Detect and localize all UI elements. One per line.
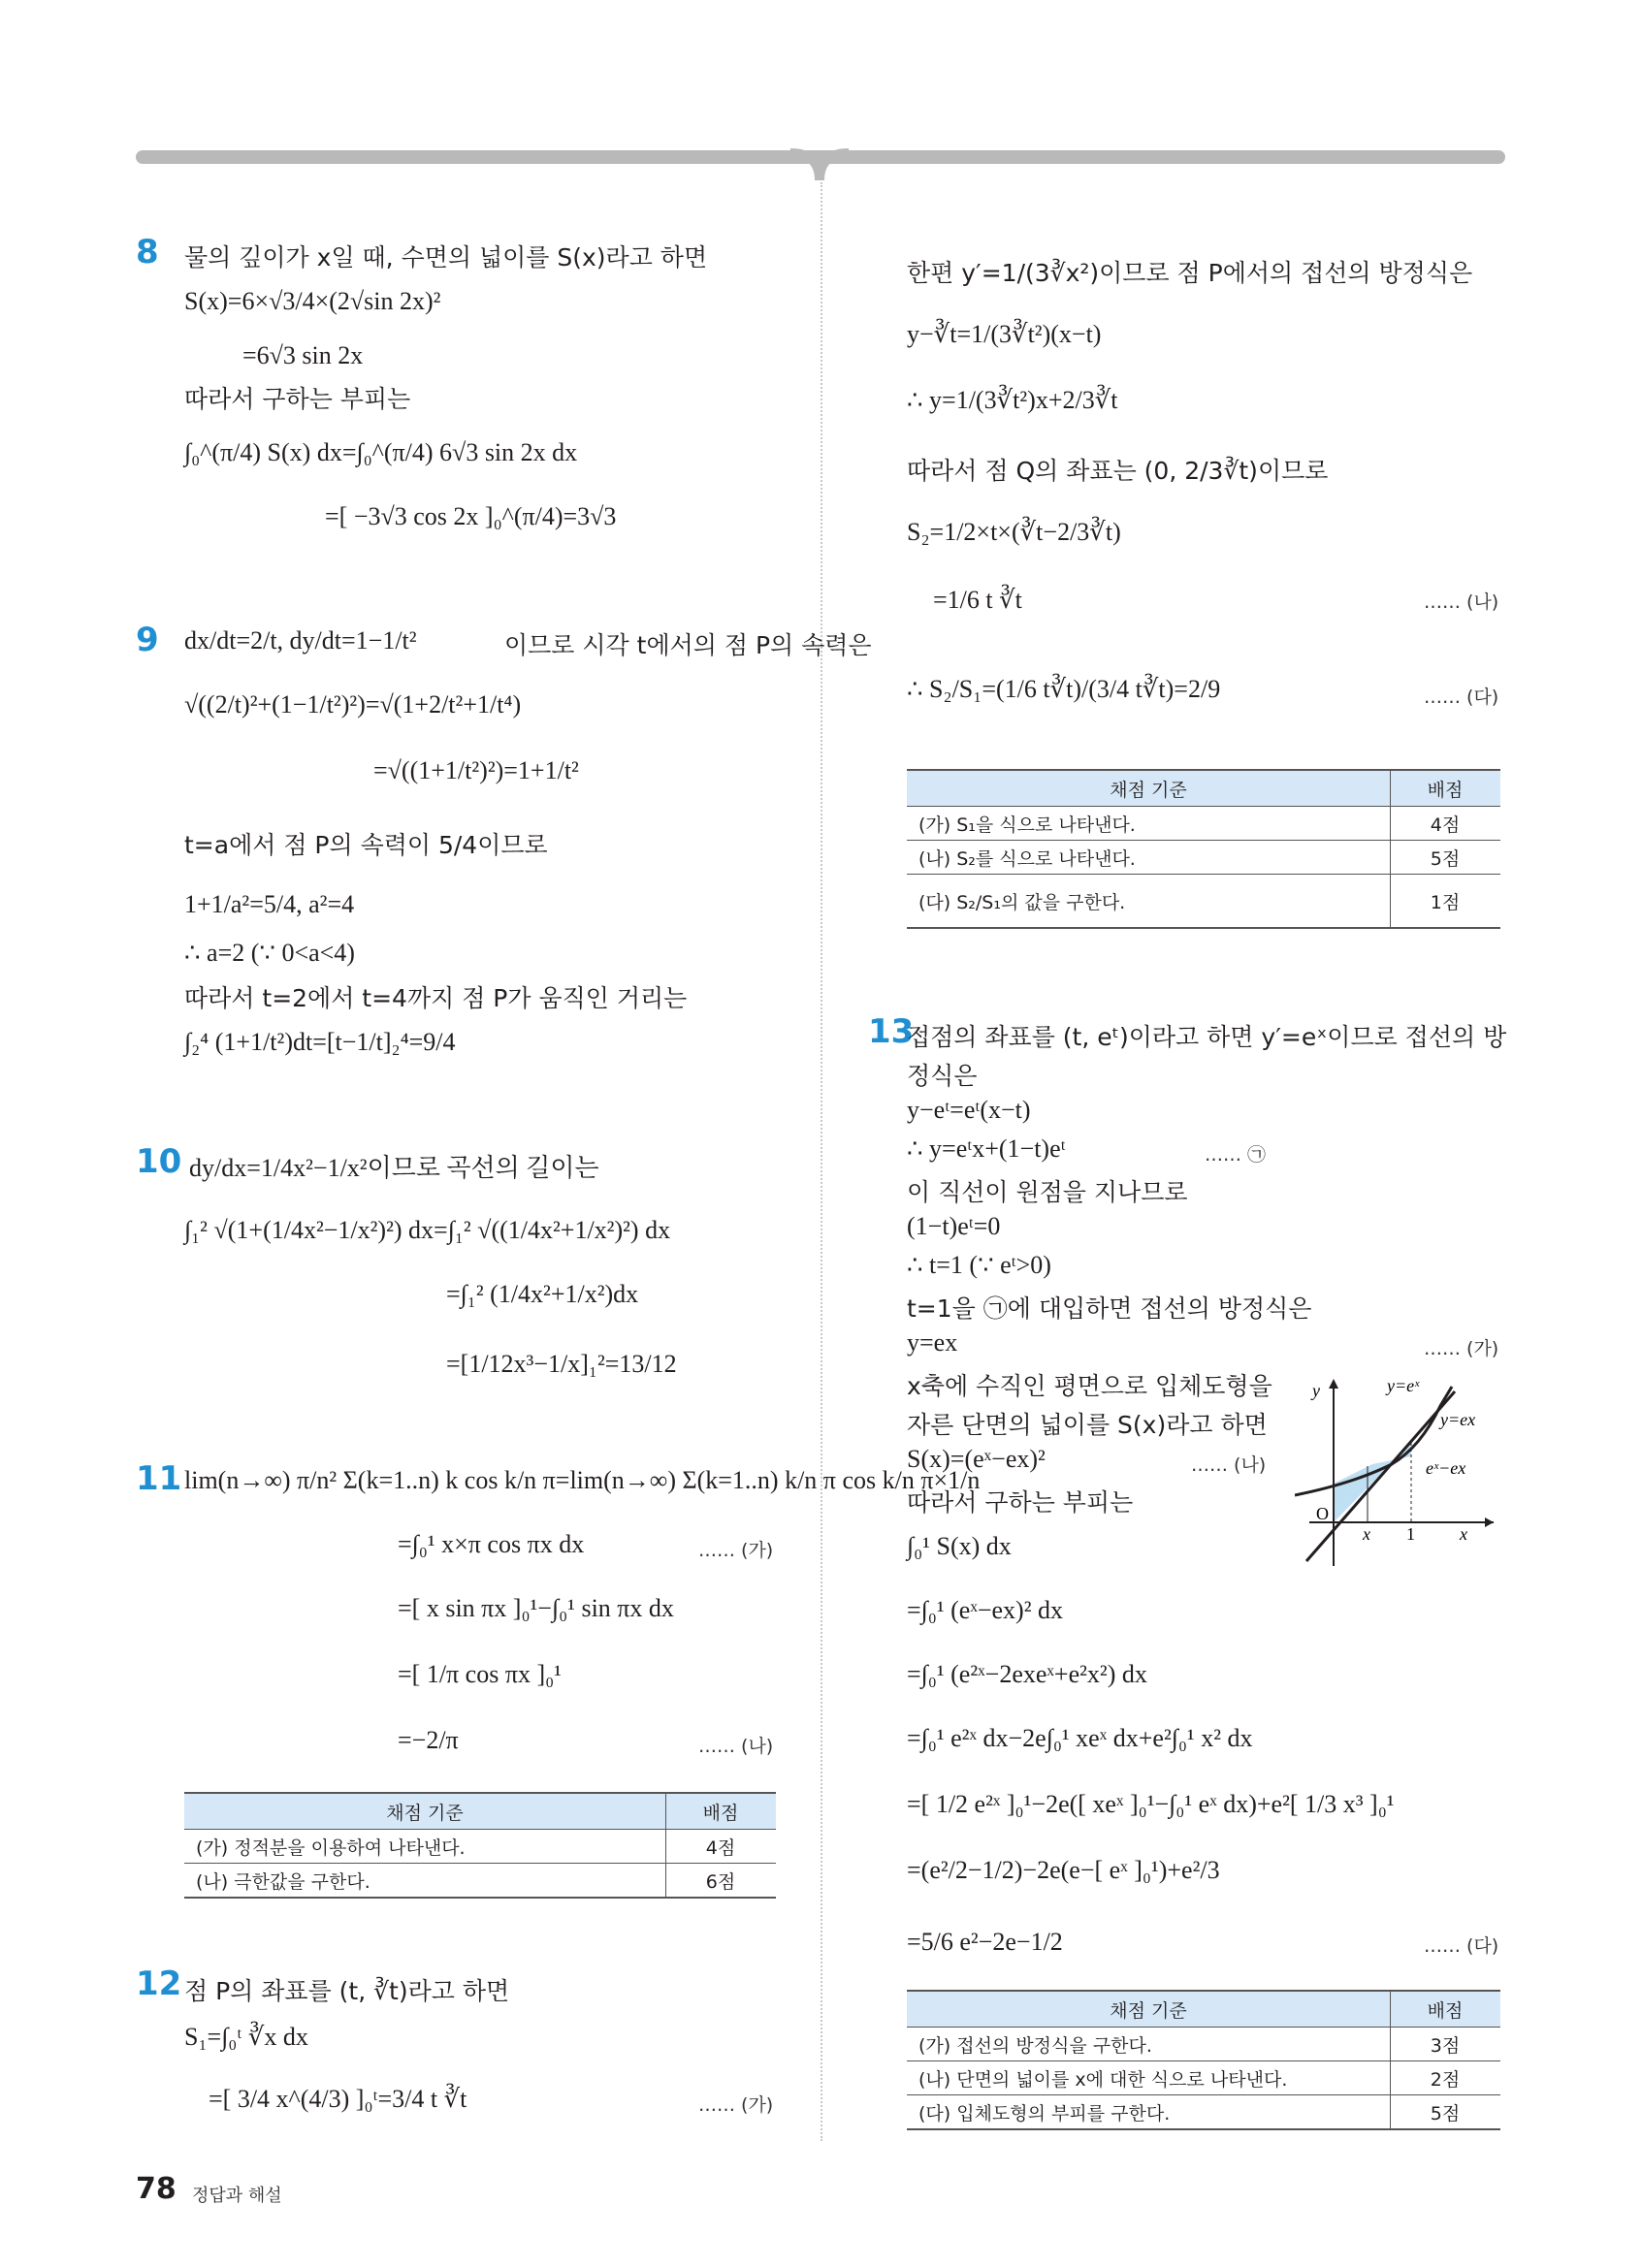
p13-line3: 이 직선이 원점을 지나므로 xyxy=(907,1178,1188,1206)
p11-line3: =[ 1/π cos πx ]₀¹ xyxy=(398,1660,562,1688)
points-header: 배점 xyxy=(666,1793,777,1830)
p9-line4: 1+1/a²=5/4, a²=4 xyxy=(184,890,355,918)
criteria-header: 채점 기준 xyxy=(907,1991,1391,2028)
problem-number-9: 9 xyxy=(136,621,159,659)
p12-right-line6: =1/6 t ∛t xyxy=(933,586,1022,614)
p11-line0: lim(n→∞) π/n² Σ(k=1..n) k cos k/n π=lim(n→∞) Σ(k=1..n) k/n π cos k/n π×1/n xyxy=(184,1466,981,1494)
p9-intro: 이므로 시각 t에서의 점 P의 속력은 xyxy=(504,631,872,659)
p13-tag-circle: …… ㉠ xyxy=(1205,1144,1267,1166)
criteria-header: 채점 기준 xyxy=(184,1793,666,1830)
p13-line0: 접점의 좌표를 (t, eᵗ)이라고 하면 y′=eˣ이므로 접선의 방 xyxy=(907,1023,1507,1051)
p13-line2: ∴ y=eᵗx+(1−t)eᵗ xyxy=(907,1134,1066,1163)
p11-tag-ga: …… (가) xyxy=(698,1540,774,1561)
points-cell: 5점 xyxy=(1391,841,1501,875)
p8-intro: 물의 깊이가 x일 때, 수면의 넓이를 S(x)라고 하면 xyxy=(184,243,708,272)
points-cell: 3점 xyxy=(1391,2028,1501,2061)
p12-line1: S₁=∫₀ᵗ ∛x dx xyxy=(184,2023,308,2051)
p12-line0: 점 P의 좌표를 (t, ∛t)라고 하면 xyxy=(184,1977,510,2005)
p12-right-line2: y−∛t=1/(3∛t²)(x−t) xyxy=(907,320,1102,348)
points-cell: 5점 xyxy=(1391,2095,1501,2130)
criteria-cell: (나) 단면의 넓이를 x에 대한 식으로 나타낸다. xyxy=(907,2061,1391,2095)
p13-line9: 자른 단면의 넓이를 S(x)라고 하면 xyxy=(907,1411,1268,1439)
table-row xyxy=(907,2028,1500,2061)
table-header-row xyxy=(907,770,1500,807)
footer-label: 정답과 해설 xyxy=(192,2186,282,2206)
p13-line4: (1−t)eᵗ=0 xyxy=(907,1212,1001,1240)
problem-number-10: 10 xyxy=(136,1142,182,1181)
criteria-header: 채점 기준 xyxy=(907,770,1391,807)
p12-right-line7: ∴ S₂/S₁=(1/6 t∛t)/(3/4 t∛t)=2/9 xyxy=(907,675,1221,703)
p13-line12: ∫₀¹ S(x) dx xyxy=(907,1532,1012,1560)
points-cell: 6점 xyxy=(666,1864,777,1899)
p13-line1: y−eᵗ=eᵗ(x−t) xyxy=(907,1096,1031,1124)
p13-graph xyxy=(1295,1367,1503,1576)
p12-right-line4: 따라서 점 Q의 좌표는 (0, 2/3∛t)이므로 xyxy=(907,457,1329,485)
graph-curve-label: y=eˣ xyxy=(1387,1376,1420,1395)
p13-line16: =[ 1/2 e²ˣ ]₀¹−2e([ xeˣ ]₀¹−∫₀¹ eˣ dx)+e²[ 1/3 x³ ]₀¹ xyxy=(907,1790,1395,1818)
graph-x-arrow xyxy=(1485,1517,1494,1527)
table-row xyxy=(907,2095,1500,2130)
p9-line5: ∴ a=2 (∵ 0<a<4) xyxy=(184,939,355,967)
table-row xyxy=(907,841,1500,875)
p11-line1: =∫₀¹ x×π cos πx dx xyxy=(398,1530,585,1558)
p8-line1: S(x)=6×√3/4×(2√sin 2x)² xyxy=(184,287,441,315)
p12-right-line1: 한편 y′=1/(3∛x²)이므로 점 P에서의 접선의 방정식은 xyxy=(907,259,1473,287)
criteria-cell: (가) S₁을 식으로 나타낸다. xyxy=(907,807,1391,841)
problem-number-11: 11 xyxy=(136,1459,182,1498)
p9-line6: 따라서 t=2에서 t=4까지 점 P가 움직인 거리는 xyxy=(184,984,688,1012)
p13-line8: x축에 수직인 평면으로 입체도형을 xyxy=(907,1372,1272,1400)
table-header-row xyxy=(907,1991,1500,2028)
p11-grading-table xyxy=(184,1792,776,1899)
points-cell: 1점 xyxy=(1391,875,1501,929)
p13-grading-table xyxy=(907,1990,1500,2130)
p11-line2: =[ x sin πx ]₀¹−∫₀¹ sin πx dx xyxy=(398,1594,674,1622)
table-header-row xyxy=(184,1793,776,1830)
p13-line15: =∫₀¹ e²ˣ dx−2e∫₀¹ xeˣ dx+e²∫₀¹ x² dx xyxy=(907,1724,1253,1752)
p13-line13: =∫₀¹ (eˣ−ex)² dx xyxy=(907,1596,1064,1624)
criteria-cell: (다) 입체도형의 부피를 구한다. xyxy=(907,2095,1391,2130)
p13-line7: y=ex xyxy=(907,1328,958,1357)
p13-line0b: 정식은 xyxy=(907,1062,978,1090)
p13-line11: 따라서 구하는 부피는 xyxy=(907,1488,1134,1517)
p12-line2: =[ 3/4 x^(4/3) ]₀ᵗ=3/4 t ∛t xyxy=(209,2085,467,2113)
p10-line2: =∫₁² (1/4x²+1/x²)dx xyxy=(446,1280,639,1308)
points-header: 배점 xyxy=(1391,770,1501,807)
p12-tag-na: …… (나) xyxy=(1424,591,1499,613)
p8-line5: =[ −3√3 cos 2x ]₀^(π/4)=3√3 xyxy=(325,502,617,530)
p11-line4: =−2/π xyxy=(398,1726,459,1754)
p9-line2: =√((1+1/t²)²)=1+1/t² xyxy=(373,756,579,784)
points-cell: 4점 xyxy=(1391,807,1501,841)
points-header: 배점 xyxy=(1391,1991,1501,2028)
p8-line4: ∫₀^(π/4) S(x) dx=∫₀^(π/4) 6√3 sin 2x dx xyxy=(184,438,578,466)
p12-grading-table xyxy=(907,769,1500,929)
criteria-cell: (다) S₂/S₁의 값을 구한다. xyxy=(907,875,1391,929)
p9-line1: √((2/t)²+(1−1/t²)²)=√(1+2/t²+1/t⁴) xyxy=(184,690,522,719)
p9-line3: t=a에서 점 P의 속력이 5/4이므로 xyxy=(184,831,548,859)
table-row xyxy=(184,1830,776,1864)
top-rule-notch xyxy=(790,145,849,180)
graph-y-label: y xyxy=(1312,1381,1320,1400)
graph-tick-x: x xyxy=(1363,1524,1370,1544)
p9-line7: ∫₂⁴ (1+1/t²)dt=[t−1/t]₂⁴=9/4 xyxy=(184,1028,456,1056)
graph-x-label: x xyxy=(1460,1524,1467,1544)
page-number: 78 xyxy=(136,2172,177,2206)
problem-number-13: 13 xyxy=(868,1012,915,1051)
p12-tag-ga: …… (가) xyxy=(698,2094,774,2116)
p13-line17: =(e²/2−1/2)−2e(e−[ eˣ ]₀¹)+e²/3 xyxy=(907,1856,1220,1884)
p13-tag-ga: …… (가) xyxy=(1424,1338,1499,1359)
p13-tag-na: …… (나) xyxy=(1191,1454,1267,1476)
problem-number-12: 12 xyxy=(136,1965,182,2003)
column-divider xyxy=(821,182,822,2141)
p9-line0: dx/dt=2/t, dy/dt=1−1/t² xyxy=(184,626,417,655)
points-cell: 2점 xyxy=(1391,2061,1501,2095)
p13-line5: ∴ t=1 (∵ eᵗ>0) xyxy=(907,1251,1051,1279)
p13-line14: =∫₀¹ (e²ˣ−2exeˣ+e²x²) dx xyxy=(907,1660,1147,1688)
graph-diff-label: eˣ−ex xyxy=(1426,1458,1466,1478)
problem-number-8: 8 xyxy=(136,233,159,272)
p8-line3: 따라서 구하는 부피는 xyxy=(184,385,411,413)
p12-tag-da: …… (다) xyxy=(1424,687,1499,708)
p11-tag-na: …… (나) xyxy=(698,1736,774,1757)
p13-line10: S(x)=(eˣ−ex)² xyxy=(907,1445,1046,1473)
p12-right-line3: ∴ y=1/(3∛t²)x+2/3∛t xyxy=(907,386,1118,414)
p12-right-line5: S₂=1/2×t×(∛t−2/3∛t) xyxy=(907,518,1121,546)
graph-origin-label: O xyxy=(1316,1504,1329,1523)
p8-line2: =6√3 sin 2x xyxy=(242,341,364,369)
p10-line1: ∫₁² √(1+(1/4x²−1/x²)²) dx=∫₁² √((1/4x²+1/x²)²) dx xyxy=(184,1216,671,1244)
p13-line18: =5/6 e²−2e−1/2 xyxy=(907,1928,1063,1956)
table-row xyxy=(907,807,1500,841)
points-cell: 4점 xyxy=(666,1830,777,1864)
table-row xyxy=(907,875,1500,929)
graph-y-arrow xyxy=(1329,1379,1338,1389)
graph-line-label: y=ex xyxy=(1440,1410,1476,1429)
graph-tick-1: 1 xyxy=(1406,1524,1415,1544)
p13-line6: t=1을 ㉠에 대입하면 접선의 방정식은 xyxy=(907,1294,1312,1323)
p10-line3: =[1/12x³−1/x]₁²=13/12 xyxy=(446,1350,677,1378)
table-row xyxy=(907,2061,1500,2095)
p10-line0: dy/dx=1/4x²−1/x²이므로 곡선의 길이는 xyxy=(189,1154,599,1182)
criteria-cell: (가) 정적분을 이용하여 나타낸다. xyxy=(184,1830,666,1864)
criteria-cell: (나) S₂를 식으로 나타낸다. xyxy=(907,841,1391,875)
p13-tag-da: …… (다) xyxy=(1424,1935,1499,1957)
criteria-cell: (나) 극한값을 구한다. xyxy=(184,1864,666,1899)
criteria-cell: (가) 접선의 방정식을 구한다. xyxy=(907,2028,1391,2061)
table-row xyxy=(184,1864,776,1899)
